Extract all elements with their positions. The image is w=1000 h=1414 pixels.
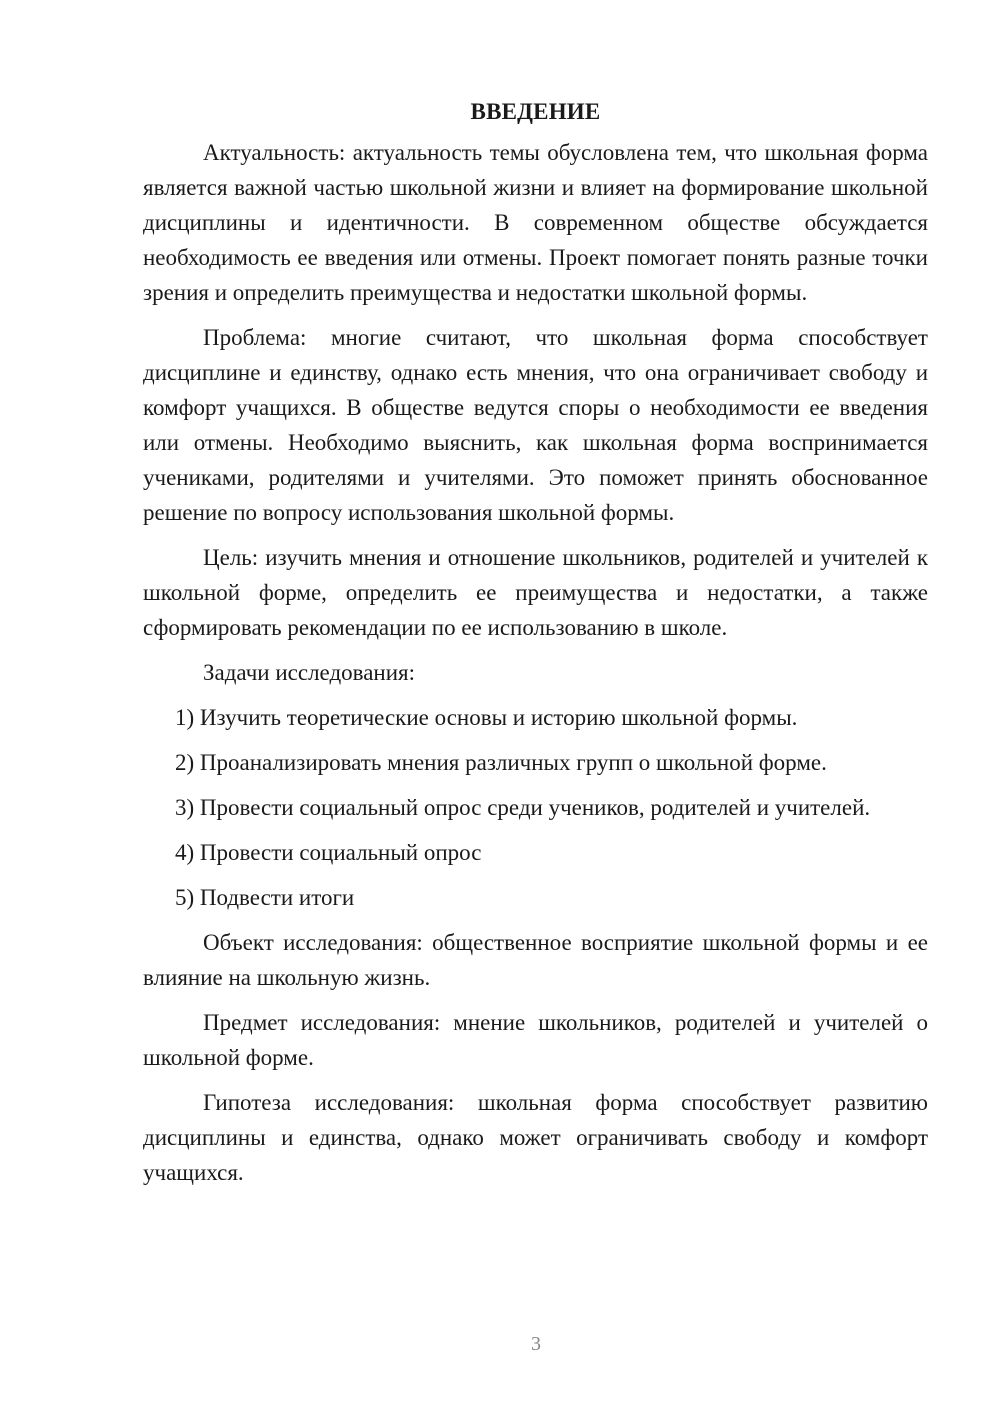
paragraph-goal: Цель: изучить мнения и отношение школьников, родителей и учителей к школьной форме, определить ее преимущества и недостатки, а также сформировать рекомендации по ее использованию в школе. bbox=[143, 545, 928, 640]
task-item: 5) Подвести итоги bbox=[175, 885, 355, 910]
tasks-title: Задачи исследования: bbox=[203, 660, 416, 685]
tasks-list bbox=[143, 700, 928, 915]
section-heading: ВВЕДЕНИЕ bbox=[470, 99, 601, 124]
paragraph-object: Объект исследования: общественное восприятие школьной формы и ее влияние на школьную жизнь. bbox=[143, 930, 928, 990]
task-item: 3) Провести социальный опрос среди учеников, родителей и учителей. bbox=[175, 795, 871, 820]
page-number: 3 bbox=[531, 1333, 541, 1355]
page-content bbox=[143, 94, 928, 1200]
task-item: 2) Проанализировать мнения различных групп о школьной форме. bbox=[175, 750, 827, 775]
task-item: 4) Провести социальный опрос bbox=[175, 840, 482, 865]
paragraph-subject: Предмет исследования: мнение школьников, родителей и учителей о школьной форме. bbox=[143, 1010, 928, 1070]
paragraph-problem: Проблема: многие считают, что школьная форма способствует дисциплине и единству, однако есть мнения, что она ограничивает свободу и комфорт учащихся. В обществе ведутся споры о необходимости ее введения или отмены. Необходимо выяснить, как школьная форма воспринимается учениками, родителями и учителями. Это поможет принять обоснованное решение по вопросу использования школьной формы. bbox=[143, 325, 928, 525]
paragraph-hypothesis: Гипотеза исследования: школьная форма способствует развитию дисциплины и единства, однако может ограничивать свободу и комфорт учащихся. bbox=[143, 1090, 928, 1185]
paragraph-relevance: Актуальность: актуальность темы обусловлена тем, что школьная форма является важной частью школьной жизни и влияет на формирование школьной дисциплины и идентичности. В современном обществе обсуждается необходимость ее введения или отмены. Проект помогает понять разные точки зрения и определить преимущества и недостатки школьной формы. bbox=[143, 140, 928, 305]
task-item: 1) Изучить теоретические основы и историю школьной формы. bbox=[175, 705, 798, 730]
